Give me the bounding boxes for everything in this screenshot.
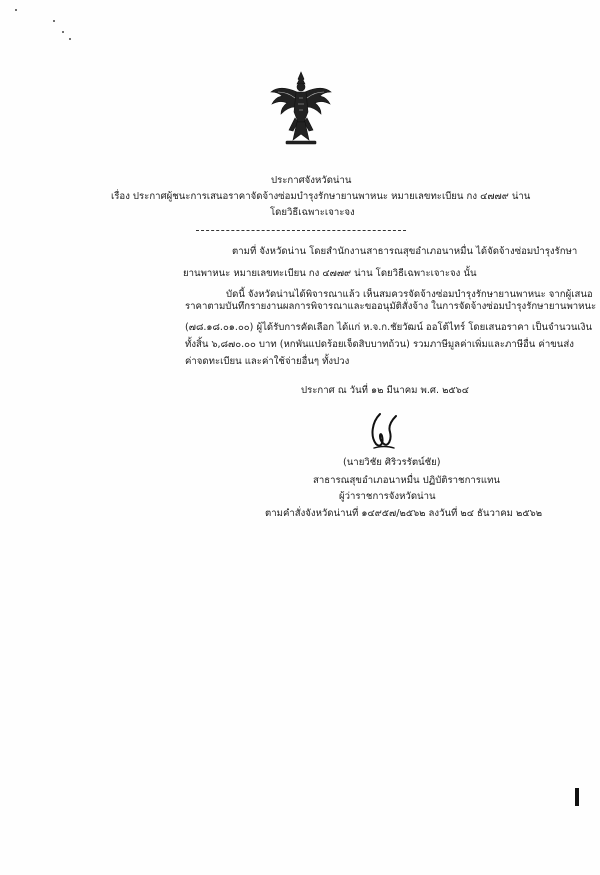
document-header: ประกาศจังหวัดน่าน <box>271 175 352 186</box>
order-reference: ตามคำสั่งจังหวัดน่านที่ ๑๔๙๕๗/๒๕๖๒ ลงวันที่ ๒๔ ธันวาคม ๒๕๖๒ <box>265 508 543 519</box>
handwritten-signature <box>366 410 402 454</box>
scan-speck <box>53 20 55 22</box>
scan-speck <box>62 31 64 33</box>
body-line: ค่าจดทะเบียน และค่าใช้จ่ายอื่นๆ ทั้งปวง <box>185 356 350 367</box>
signer-title: สาธารณสุขอำเภอนาหมื่น ปฏิบัติราชการแทน <box>313 475 500 486</box>
scan-edge-mark <box>575 788 579 806</box>
body-line: ทั้งสิ้น ๖,๘๗๐.๐๐ บาท (หกพันแปดร้อยเจ็ดสิบบาทถ้วน) รวมภาษีมูลค่าเพิ่มและภาษีอื่น ค่าขนส่ง <box>185 339 574 350</box>
signer-name: (นายวิชัย ศิริวรรัตน์ชัย) <box>343 457 441 468</box>
body-line: ตามที่ จังหวัดน่าน โดยสำนักงานสาธารณสุขอำเภอนาหมื่น ได้จัดจ้างซ่อมบำรุงรักษา <box>232 246 578 257</box>
scan-speck <box>15 9 17 11</box>
body-line: บัดนี้ จังหวัดน่านได้พิจารณาแล้ว เห็นสมควรจัดจ้างซ่อมบำรุงรักษายานพาหนะ จากผู้เสนอ <box>226 289 593 300</box>
body-line: ราคาตามบันทึกรายงานผลการพิจารณาและขออนุมัติสั่งจ้าง ในการจัดจ้างซ่อมบำรุงรักษายานพาหนะ <box>185 301 597 312</box>
subject-line: เรื่อง ประกาศผู้ชนะการเสนอราคาจัดจ้างซ่อมบำรุงรักษายานพาหนะ หมายเลขทะเบียน กง ๔๗๗๙ น่าน <box>111 191 531 202</box>
signer-role: ผู้ว่าราชการจังหวัดน่าน <box>339 491 436 502</box>
header-divider <box>196 230 406 231</box>
announcement-date: ประกาศ ณ วันที่ ๑๒ มีนาคม พ.ศ. ๒๕๖๔ <box>301 385 470 396</box>
scan-speck <box>69 38 71 40</box>
body-line: (๗๘.๑๘.๐๑.๐๐) ผู้ได้รับการคัดเลือก ได้แก่ ห.จ.ก.ชัยวัฒน์ ออโต้ไทร์ โดยเสนอราคา เป็นจำนวนเงิน <box>185 322 593 333</box>
body-line: ยานพาหนะ หมายเลขทะเบียน กง ๔๗๗๙ น่าน โดยวิธีเฉพาะเจาะจง นั้น <box>183 268 477 279</box>
garuda-emblem-icon <box>268 70 334 146</box>
subject-method: โดยวิธีเฉพาะเจาะจง <box>270 207 355 218</box>
